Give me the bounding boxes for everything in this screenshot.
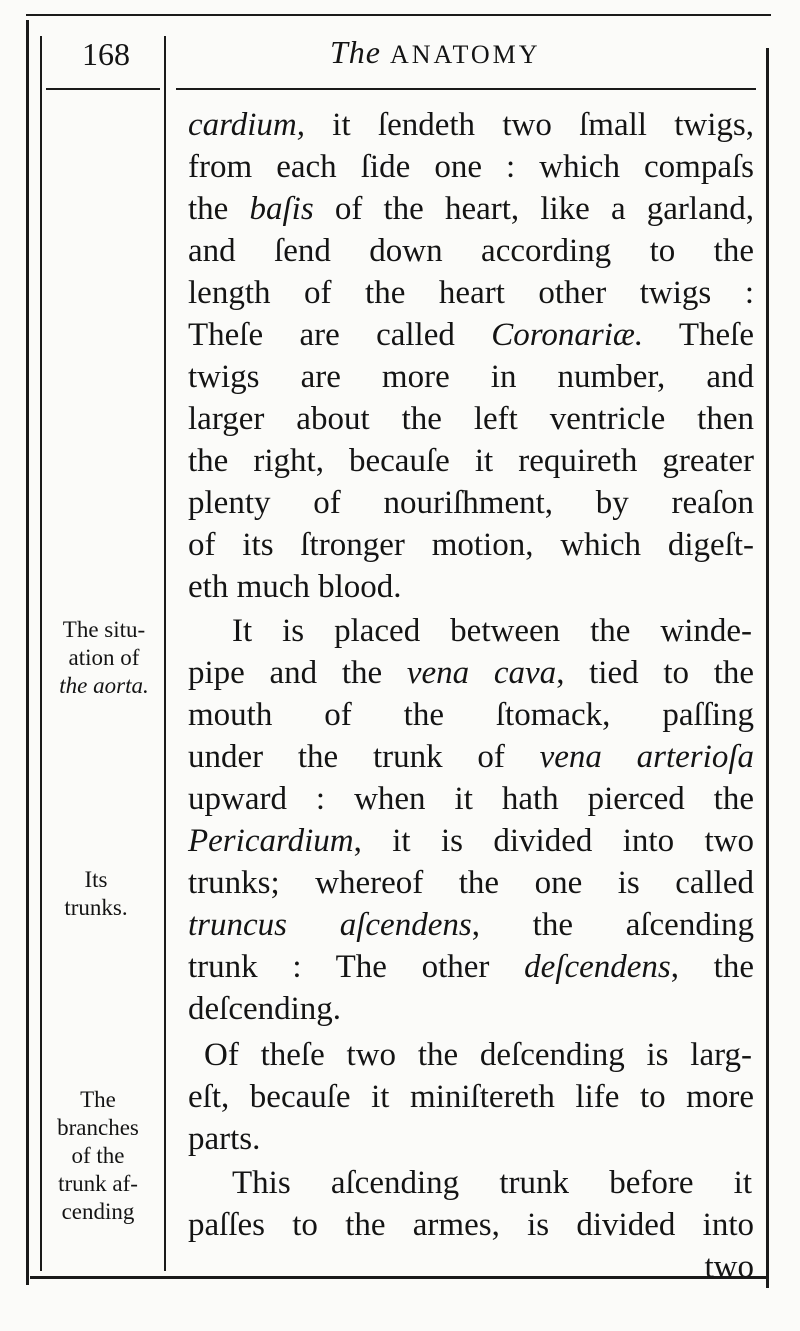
line-text: trunk : The other [188, 949, 525, 985]
note-line: of the [71, 1143, 125, 1168]
running-head-the: The [330, 34, 381, 70]
text-line-2: from each ſide one : which compaſs [188, 149, 754, 185]
catchword: two [704, 1249, 754, 1285]
line-text: , the aſcending [471, 907, 754, 943]
running-head-anatomy: ANATOMY [390, 40, 541, 69]
line-text: it ſendeth two ſmall twigs, [305, 107, 754, 143]
note-line: trunk af- [58, 1171, 138, 1196]
page-number: 168 [82, 36, 130, 72]
text-line-20 [188, 904, 754, 946]
italic-word: baſis [249, 191, 314, 227]
line-text: Theſe [643, 317, 754, 353]
text-line-9: the right, becauſe it requireth greater [188, 443, 754, 479]
margin-note-trunks [36, 866, 156, 922]
text-line-7: twigs are more in number, and [188, 359, 754, 395]
text-line-10: plenty of nouriſhment, by reaſon [188, 485, 754, 521]
running-head [330, 34, 541, 71]
right-border [766, 48, 769, 1288]
text-line-23: Of theſe two the deſcending is larg- [204, 1037, 752, 1073]
text-line-25: parts. [188, 1121, 261, 1157]
text-line-5: length of the heart other twigs : [188, 275, 754, 311]
text-line-16 [188, 736, 754, 778]
text-line-13: It is placed between the winde- [232, 613, 752, 649]
line-text: under the trunk of [188, 739, 540, 775]
note-line: cending [61, 1199, 135, 1224]
text-line-8: larger about the left ventricle then [188, 401, 754, 437]
outer-left-border [26, 20, 29, 1285]
note-line: ation of [68, 645, 140, 670]
text-line-6 [188, 314, 754, 356]
italic-word: Pericardium [188, 823, 354, 859]
italic-word: deſcendens [524, 949, 671, 985]
text-line-3 [188, 188, 754, 230]
text-line-26: This aſcending trunk before it [232, 1165, 752, 1201]
note-line: Its [84, 867, 108, 892]
text-line-4: and ſend down according to the [188, 233, 754, 269]
margin-divider [164, 36, 166, 1271]
text-line-14 [188, 652, 754, 694]
text-line-18 [188, 820, 754, 862]
note-line: trunks. [64, 895, 128, 920]
italic-word: truncus aſcendens [188, 907, 472, 943]
line-text: , tied to the [556, 655, 755, 691]
margin-note-branches [38, 1086, 158, 1226]
note-line: the aorta. [59, 673, 149, 698]
note-line: The [80, 1087, 116, 1112]
text-line-22: deſcending. [188, 991, 342, 1027]
text-line-15: mouth of the ſtomack, paſſing [188, 697, 754, 733]
line-text: , it is divided into two [353, 823, 754, 859]
text-line-11: of its ſtronger motion, which digeſt- [188, 527, 754, 563]
text-line-24: eſt, becauſe it miniſtereth life to more [188, 1079, 754, 1115]
text-line-12: eth much blood. [188, 569, 402, 605]
line-text: Theſe are called [188, 317, 492, 353]
margin-note-situation [44, 616, 164, 700]
text-line-27: paſſes to the armes, is divided into [188, 1207, 754, 1243]
line-text: , the [670, 949, 754, 985]
line-text: of the heart, like a garland, [313, 191, 754, 227]
top-border [26, 14, 771, 16]
note-line: branches [57, 1115, 139, 1140]
italic-word: vena arterioſa [539, 739, 754, 775]
line-text: pipe and the [188, 655, 407, 691]
italic-word: Coronariæ. [491, 317, 644, 353]
note-line: The situ- [62, 617, 146, 642]
line-text: the [188, 191, 250, 227]
text-line-19: trunks; whereof the one is called [188, 865, 754, 901]
header-rule-left [46, 88, 160, 90]
header-rule-right [176, 88, 756, 90]
text-line-17: upward : when it hath pierced the [188, 781, 754, 817]
italic-word: cardium, [188, 107, 306, 143]
text-line-21 [188, 946, 754, 988]
italic-word: vena cava [406, 655, 557, 691]
text-line-1 [188, 104, 754, 146]
